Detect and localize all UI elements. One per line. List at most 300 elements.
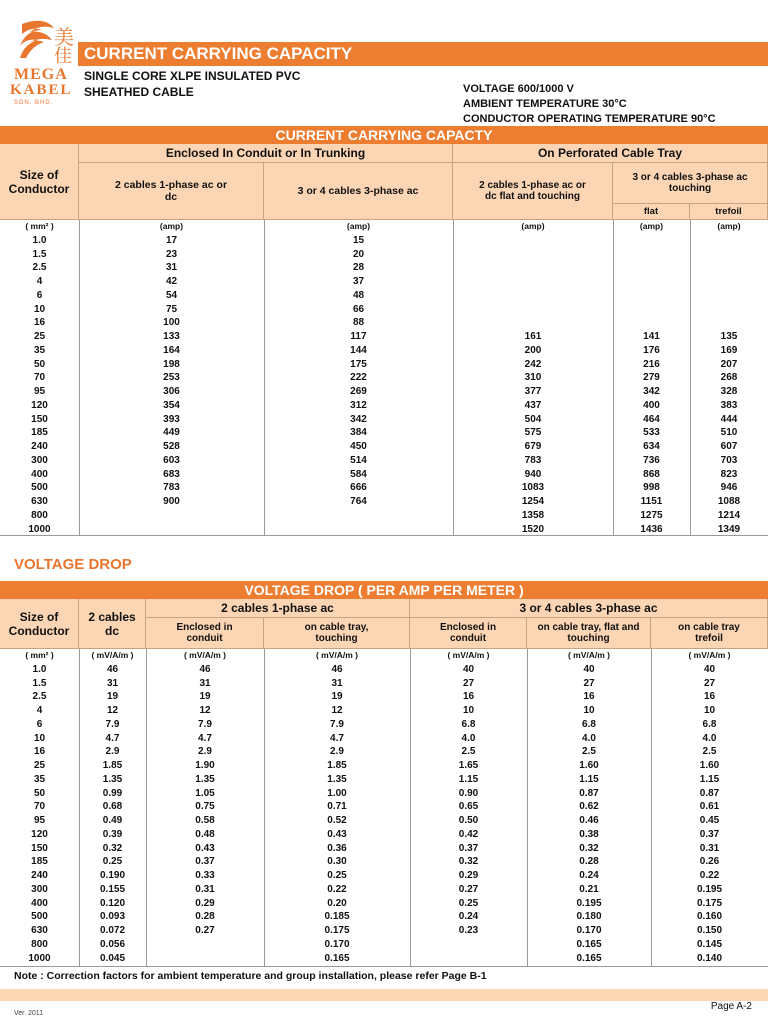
vd-size-cell: 300: [31, 883, 48, 895]
vd-col-tp-flat: on cable tray, flat and touching: [527, 618, 651, 649]
capacity-size-cell: 240: [31, 441, 48, 452]
capacity-enclosed-3or4-column: [264, 220, 453, 536]
capacity-size-cell: 400: [31, 468, 48, 480]
unit-cell: ( mV/A/m ): [447, 650, 490, 660]
amp-cell: 504: [524, 413, 542, 425]
mv-cell: 0.22: [327, 883, 347, 895]
amp-cell: 169: [720, 344, 738, 356]
mv-cell: 0.170: [576, 925, 602, 936]
capacity-col-tray-3or4: 3 or 4 cables 3-phase ac touching: [613, 163, 768, 204]
mv-cell: 0.75: [195, 801, 215, 813]
vd-tp-conduit-column: [410, 649, 527, 965]
mv-cell: 0.50: [458, 815, 479, 826]
vd-dc-header: 2 cables dc: [79, 599, 146, 649]
vd-size-cell: 150: [31, 842, 48, 854]
vd-size-header: Size of Conductor: [0, 599, 79, 649]
spec-list: [463, 82, 716, 127]
mv-cell: 10: [462, 705, 475, 716]
vd-size-cell: 1.5: [32, 677, 47, 689]
mv-cell: 16: [462, 691, 475, 703]
amp-cell: 216: [643, 358, 660, 370]
amp-cell: 584: [350, 468, 367, 480]
capacity-size-cell: 4: [36, 276, 43, 287]
amp-cell: 306: [163, 386, 180, 397]
amp-cell: 31: [165, 262, 178, 274]
mv-cell: 0.23: [458, 925, 479, 936]
vd-1phase-header: 2 cables 1-phase ac: [146, 599, 410, 618]
capacity-size-cell: 150: [31, 413, 48, 425]
logo-emblem-icon: [14, 18, 74, 64]
amp-cell: 1088: [717, 496, 741, 507]
amp-cell: 444: [720, 413, 738, 425]
logo-sdn-text: SDN. BHD.: [14, 100, 54, 106]
amp-cell: 342: [350, 413, 367, 425]
mv-cell: 1.35: [327, 773, 347, 785]
mv-cell: 0.45: [699, 815, 720, 826]
mv-cell: 2.9: [198, 746, 212, 758]
correction-note: Note : Correction factors for ambient temperature and group installation, please refer Page B-1: [14, 970, 487, 982]
amp-cell: 1254: [521, 496, 545, 507]
vd-size-cell: 16: [33, 746, 46, 758]
unit-cell: (amp): [159, 221, 184, 231]
mv-cell: 4.7: [198, 732, 212, 744]
footer-band: [0, 989, 768, 1001]
amp-cell: 164: [163, 344, 180, 356]
mv-cell: 2.9: [330, 746, 344, 758]
mv-cell: 7.9: [198, 718, 212, 730]
amp-cell: 175: [350, 358, 367, 370]
amp-cell: 15: [352, 234, 365, 246]
amp-cell: 242: [524, 358, 542, 370]
mv-cell: 46: [106, 663, 119, 675]
mv-cell: 10: [703, 705, 716, 716]
amp-cell: [690, 316, 768, 330]
unit-cell: ( mV/A/m ): [567, 650, 611, 660]
amp-cell: [613, 303, 690, 317]
mv-cell: 4.0: [582, 732, 596, 744]
capacity-tray-2cables-column: [453, 220, 613, 536]
amp-cell: 384: [350, 427, 367, 439]
vd-size-cell: 6: [36, 718, 43, 730]
amp-cell: [690, 261, 768, 275]
mv-cell: 0.33: [195, 870, 215, 881]
amp-cell: 176: [643, 344, 660, 356]
amp-cell: 703: [720, 454, 738, 466]
amp-cell: [613, 248, 690, 262]
amp-cell: 141: [643, 331, 660, 342]
capacity-col-tray-2cables: 2 cables 1-phase ac or dc flat and touching: [453, 163, 613, 220]
capacity-col-trefoil: trefoil: [690, 204, 768, 220]
mv-cell: 0.32: [102, 842, 123, 854]
mv-cell: 4.0: [702, 732, 717, 744]
mv-cell: 0.175: [696, 897, 723, 909]
subtitle-line-1: SINGLE CORE XLPE INSULATED PVC: [84, 69, 301, 83]
amp-cell: 383: [720, 399, 738, 411]
page-title: CURRENT CARRYING CAPACITY: [78, 42, 768, 66]
amp-cell: 54: [165, 289, 178, 301]
capacity-size-cell: 120: [31, 399, 48, 411]
mv-cell: 1.85: [102, 760, 123, 771]
mv-cell: 0.87: [699, 787, 720, 799]
capacity-size-cell: 70: [33, 372, 46, 384]
amp-cell: 998: [643, 482, 660, 494]
amp-cell: 666: [350, 482, 367, 494]
vd-dc-column: [79, 649, 146, 965]
amp-cell: 222: [350, 372, 367, 384]
vd-size-cell: 185: [31, 856, 48, 868]
mv-cell: 0.62: [579, 801, 599, 813]
mv-cell: 31: [331, 677, 343, 689]
mv-cell: 40: [703, 663, 716, 675]
unit-cell: (amp): [346, 221, 371, 231]
unit-cell: ( mV/A/m ): [91, 650, 134, 660]
amp-cell: 117: [350, 331, 367, 342]
amp-cell: [613, 234, 690, 248]
voltage-drop-banner: VOLTAGE DROP ( PER AMP PER METER ): [0, 581, 768, 599]
vd-3phase-header: 3 or 4 cables 3-phase ac: [410, 599, 768, 618]
mv-cell: 6.8: [582, 718, 596, 730]
mv-cell: 2.5: [461, 746, 476, 758]
amp-cell: 1275: [640, 509, 663, 521]
mv-cell: 0.29: [458, 870, 479, 881]
amp-cell: 449: [163, 427, 180, 439]
capacity-size-cell: 6: [36, 289, 43, 301]
mv-cell: 40: [462, 663, 475, 675]
vd-size-cell: 70: [33, 801, 46, 813]
vd-size-cell: 50: [33, 787, 46, 799]
mv-cell: 27: [462, 677, 475, 689]
amp-cell: [453, 234, 613, 248]
amp-cell: 575: [524, 427, 542, 439]
mv-cell: 0.31: [699, 842, 720, 854]
amp-cell: 464: [643, 413, 660, 425]
mv-cell: 2.5: [702, 746, 717, 758]
capacity-size-cell: 300: [31, 454, 48, 466]
mv-cell: 0.31: [195, 883, 215, 895]
capacity-size-cell: 185: [31, 427, 48, 439]
mv-cell: 0.68: [102, 801, 123, 813]
mv-cell: 0.190: [99, 870, 126, 881]
mv-cell: 46: [331, 663, 343, 675]
amp-cell: 279: [643, 372, 660, 384]
amp-cell: 28: [352, 262, 365, 274]
amp-cell: 342: [643, 386, 660, 397]
amp-cell: 20: [352, 248, 365, 260]
vd-col-sp-tray: on cable tray, touching: [264, 618, 410, 649]
amp-cell: 354: [163, 399, 180, 411]
amp-cell: 17: [165, 234, 178, 246]
mv-cell: 0.140: [696, 952, 723, 964]
capacity-size-cell: 800: [31, 509, 48, 521]
amp-cell: 940: [524, 468, 542, 480]
amp-cell: 528: [163, 441, 180, 452]
mv-cell: 27: [703, 677, 716, 689]
amp-cell: 66: [352, 303, 365, 315]
amp-cell: 161: [524, 331, 542, 342]
mv-cell: 0.71: [327, 801, 347, 813]
mv-cell: 0.52: [327, 815, 347, 826]
amp-cell: [690, 289, 768, 303]
vd-col-tp-conduit: Enclosed in conduit: [410, 618, 527, 649]
capacity-tray-flat-column: [613, 220, 690, 536]
amp-cell: 603: [163, 454, 180, 466]
amp-cell: 437: [524, 399, 542, 411]
capacity-size-cell: 2.5: [32, 262, 47, 274]
amp-cell: 1520: [521, 523, 545, 535]
mv-cell: 0.37: [458, 842, 479, 854]
amp-cell: 783: [524, 454, 542, 466]
mv-cell: 0.150: [696, 925, 723, 936]
mv-cell: 0.165: [576, 952, 602, 964]
amp-cell: 310: [524, 372, 542, 384]
mv-cell: 10: [583, 705, 595, 716]
subtitle-line-2: SHEATHED CABLE: [84, 85, 194, 99]
amp-cell: 88: [352, 317, 365, 329]
mv-cell: 0.22: [699, 870, 720, 881]
capacity-size-cell: 50: [33, 358, 46, 370]
capacity-size-cell: 16: [33, 317, 46, 329]
vd-size-cell: 35: [33, 773, 46, 785]
amp-cell: 198: [163, 358, 180, 370]
mv-cell: 19: [199, 691, 211, 703]
amp-cell: 683: [163, 468, 180, 480]
mv-cell: 0.25: [102, 856, 123, 868]
capacity-size-unit: ( mm² ): [25, 221, 54, 231]
mv-cell: 1.90: [195, 760, 215, 771]
amp-cell: [690, 234, 768, 248]
mv-cell: 4.0: [461, 732, 476, 744]
mv-cell: 0.87: [579, 787, 599, 799]
amp-cell: [613, 261, 690, 275]
amp-cell: [453, 303, 613, 317]
mv-cell: 19: [106, 691, 119, 703]
capacity-size-cell: 1.0: [32, 234, 47, 246]
vd-size-unit: ( mm² ): [25, 650, 54, 660]
mv-cell: 6.8: [461, 718, 476, 730]
mv-cell: 19: [331, 691, 343, 703]
mv-cell: 0.180: [576, 911, 602, 923]
mv-cell: 0.056: [99, 938, 126, 950]
mv-cell: 0.37: [195, 856, 215, 868]
capacity-enclosed-header: Enclosed In Conduit or In Trunking: [79, 144, 453, 163]
unit-cell: ( mV/A/m ): [183, 650, 227, 660]
vd-size-cell: 4: [36, 705, 43, 716]
amp-cell: 200: [524, 344, 542, 356]
amp-cell: 1151: [640, 496, 663, 507]
amp-cell: 679: [524, 441, 542, 452]
mv-cell: 1.35: [195, 773, 215, 785]
amp-cell: 400: [643, 399, 660, 411]
capacity-size-column: [0, 220, 79, 536]
capacity-enclosed-2cables-column: [79, 220, 264, 536]
capacity-tray-header: On Perforated Cable Tray: [453, 144, 768, 163]
mv-cell: 0.170: [324, 938, 350, 950]
amp-cell: [613, 316, 690, 330]
mv-cell: 1.15: [699, 773, 720, 785]
mv-cell: 0.093: [99, 911, 126, 923]
mv-cell: 0.160: [696, 911, 723, 923]
mv-cell: 0.25: [458, 897, 479, 909]
unit-cell: (amp): [639, 221, 664, 231]
mv-cell: [410, 938, 527, 952]
mv-cell: 0.29: [195, 897, 215, 909]
mv-cell: 0.37: [699, 828, 720, 840]
mv-cell: 0.46: [579, 815, 599, 826]
amp-cell: [453, 289, 613, 303]
mv-cell: 4.7: [105, 732, 120, 744]
mv-cell: 40: [583, 663, 595, 675]
amp-cell: 133: [163, 331, 180, 342]
amp-cell: 1358: [521, 509, 545, 521]
amp-cell: [264, 509, 453, 523]
mv-cell: 1.05: [195, 787, 215, 799]
mv-cell: 46: [199, 663, 211, 675]
capacity-size-cell: 95: [33, 386, 46, 397]
mv-cell: 0.195: [576, 897, 602, 909]
amp-cell: [79, 509, 264, 523]
version-label: Ver. 2011: [14, 1010, 44, 1017]
voltage-drop-section-title: VOLTAGE DROP: [14, 556, 132, 573]
mv-cell: 0.21: [579, 883, 599, 895]
amp-cell: 634: [643, 441, 660, 452]
amp-cell: 253: [163, 372, 180, 384]
mv-cell: 12: [106, 705, 119, 716]
capacity-size-cell: 25: [33, 331, 46, 342]
mv-cell: 0.28: [579, 856, 599, 868]
vd-sp-conduit-column: [146, 649, 264, 965]
amp-cell: 328: [720, 386, 738, 397]
mv-cell: 1.65: [458, 760, 479, 771]
amp-cell: [453, 248, 613, 262]
spec-ambient: AMBIENT TEMPERATURE 30°C: [463, 98, 627, 110]
vd-size-column: [0, 649, 79, 965]
amp-cell: 514: [350, 454, 367, 466]
vd-size-cell: 2.5: [32, 691, 47, 703]
mv-cell: 0.045: [99, 952, 126, 964]
mv-cell: 1.15: [579, 773, 599, 785]
amp-cell: 900: [163, 496, 180, 507]
mv-cell: 0.42: [458, 828, 479, 840]
amp-cell: 823: [720, 468, 738, 480]
mv-cell: 1.00: [327, 787, 347, 799]
mv-cell: 0.24: [458, 911, 479, 923]
amp-cell: 1214: [717, 509, 741, 521]
capacity-col-2cables: 2 cables 1-phase ac or dc: [79, 163, 264, 220]
amp-cell: [613, 275, 690, 289]
mv-cell: 0.65: [458, 801, 479, 813]
vd-size-cell: 800: [31, 938, 48, 950]
vd-size-cell: 240: [31, 870, 48, 881]
mv-cell: 0.27: [195, 925, 215, 936]
amp-cell: 37: [352, 276, 365, 287]
capacity-table-banner: CURRENT CARRYING CAPACTY: [0, 126, 768, 144]
mv-cell: 16: [583, 691, 595, 703]
amp-cell: 135: [720, 331, 738, 342]
amp-cell: 533: [643, 427, 660, 439]
amp-cell: 100: [163, 317, 180, 329]
svg-text:美: 美: [54, 25, 74, 49]
amp-cell: 946: [720, 482, 738, 494]
mv-cell: 0.27: [458, 883, 479, 895]
mv-cell: 0.25: [327, 870, 347, 881]
company-logo: [8, 18, 80, 118]
mv-cell: 0.28: [195, 911, 215, 923]
amp-cell: 450: [350, 441, 367, 452]
mv-cell: 16: [703, 691, 716, 703]
vd-tp-flat-column: [527, 649, 651, 965]
mv-cell: 1.35: [102, 773, 123, 785]
logo-kabel-text: KABEL: [10, 82, 73, 98]
mv-cell: 0.30: [327, 856, 347, 868]
amp-cell: [264, 523, 453, 537]
vd-size-cell: 1000: [28, 952, 51, 964]
amp-cell: 764: [350, 496, 367, 507]
amp-cell: [613, 289, 690, 303]
mv-cell: 0.61: [699, 801, 720, 813]
capacity-size-cell: 500: [31, 482, 48, 494]
amp-cell: 736: [643, 454, 660, 466]
amp-cell: 1349: [717, 523, 741, 535]
spec-conductor: CONDUCTOR OPERATING TEMPERATURE 90°C: [463, 113, 716, 125]
amp-cell: [453, 261, 613, 275]
mv-cell: 31: [199, 677, 211, 689]
amp-cell: 312: [350, 399, 367, 411]
amp-cell: 23: [165, 248, 178, 260]
page-number: Page A-2: [710, 1001, 752, 1012]
unit-cell: ( mV/A/m ): [688, 650, 731, 660]
vd-tp-trefoil-column: [651, 649, 768, 965]
amp-cell: 393: [163, 413, 180, 425]
unit-cell: ( mV/A/m ): [315, 650, 359, 660]
amp-cell: [453, 275, 613, 289]
mv-cell: 0.24: [579, 870, 599, 881]
vd-size-cell: 1.0: [32, 663, 47, 675]
capacity-tray-trefoil-column: [690, 220, 768, 536]
mv-cell: 2.9: [105, 746, 120, 758]
mv-cell: 1.60: [699, 760, 720, 771]
amp-cell: 75: [165, 303, 178, 315]
mv-cell: 0.43: [327, 828, 347, 840]
amp-cell: 1436: [640, 523, 663, 535]
mv-cell: 0.90: [458, 787, 479, 799]
mv-cell: [410, 952, 527, 966]
mv-cell: 0.120: [99, 897, 126, 909]
mv-cell: 0.39: [102, 828, 123, 840]
mv-cell: 27: [583, 677, 595, 689]
amp-cell: [690, 248, 768, 262]
mv-cell: 7.9: [330, 718, 344, 730]
vd-sp-tray-column: [264, 649, 410, 965]
amp-cell: 268: [720, 372, 738, 384]
mv-cell: 0.195: [696, 883, 723, 895]
vd-size-cell: 95: [33, 815, 46, 826]
unit-cell: (amp): [717, 221, 741, 231]
mv-cell: 12: [199, 705, 211, 716]
amp-cell: 48: [352, 289, 365, 301]
vd-size-cell: 400: [31, 897, 48, 909]
amp-cell: 607: [720, 441, 738, 452]
amp-cell: 510: [720, 427, 738, 439]
svg-text:佳: 佳: [54, 46, 72, 64]
mv-cell: 0.185: [324, 911, 350, 923]
mv-cell: 0.58: [195, 815, 215, 826]
mv-cell: [146, 938, 264, 952]
amp-cell: 1083: [521, 482, 545, 494]
mv-cell: 1.85: [327, 760, 347, 771]
mv-cell: 1.15: [458, 773, 479, 785]
mv-cell: 6.8: [702, 718, 717, 730]
mv-cell: 0.20: [327, 897, 347, 909]
